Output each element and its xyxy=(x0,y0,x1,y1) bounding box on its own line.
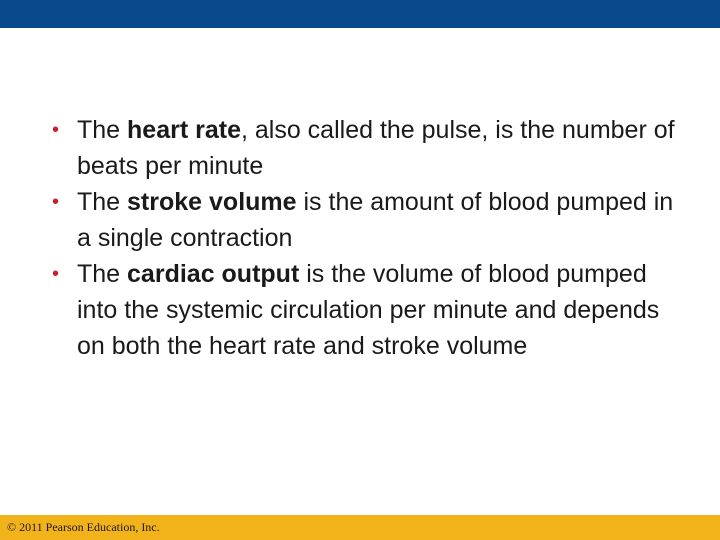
bullet-item-cardiac-output xyxy=(52,256,692,364)
slide-body xyxy=(52,112,692,364)
bullet-text-pre: The xyxy=(77,188,128,216)
bullet-marker: • xyxy=(52,263,60,285)
top-color-band xyxy=(0,0,720,28)
bullet-text-pre: The xyxy=(77,260,128,288)
bullet-text-post: is the amount of blood pumped in a single contraction xyxy=(77,188,674,252)
bullet-item-stroke-volume xyxy=(52,184,692,256)
bullet-term: heart rate xyxy=(127,116,241,144)
bullet-text-post: is the volume of blood pumped into the systemic circulation per minute and depends on both the heart rate and stroke volume xyxy=(77,260,660,360)
bullet-marker: • xyxy=(52,119,60,141)
bullet-item-heart-rate xyxy=(52,112,692,184)
bullet-text-post: , also called the pulse, is the number of beats per minute xyxy=(77,116,675,180)
bullet-term: stroke volume xyxy=(127,188,297,216)
bullet-marker: • xyxy=(52,191,60,213)
bullet-term: cardiac output xyxy=(127,260,300,288)
copyright-notice: © 2011 Pearson Education, Inc. xyxy=(7,520,160,534)
bullet-text-pre: The xyxy=(77,116,128,144)
